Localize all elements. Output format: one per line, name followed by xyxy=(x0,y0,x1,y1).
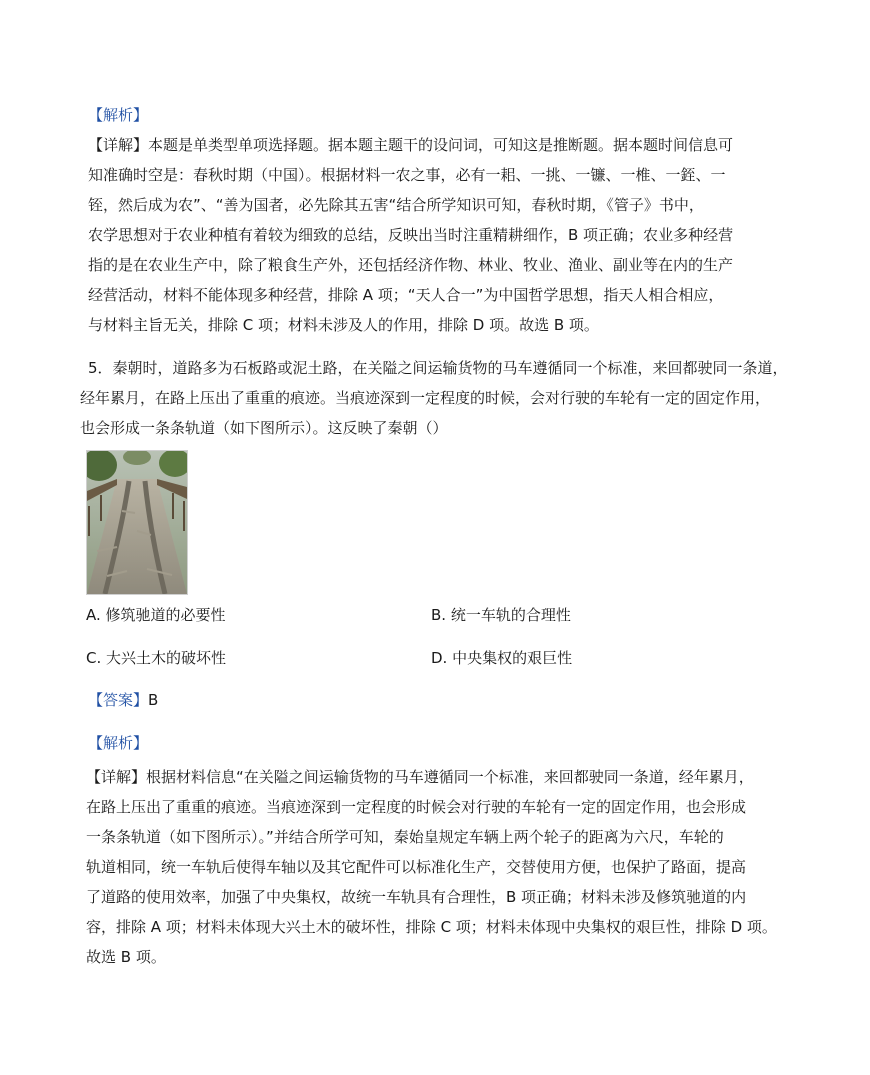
analysis-line: 与材料主旨无关，排除 C 项；材料未涉及人的作用，排除 D 项。故选 B 项。 xyxy=(88,316,599,334)
option-a: A. 修筑驰道的必要性 xyxy=(86,606,226,624)
analysis-heading: 【解析】 xyxy=(88,106,149,124)
analysis-line: 了道路的使用效率，加强了中央集权，故统一车轨具有合理性，B 项正确；材料未涉及修筑驰道的内 xyxy=(86,888,747,906)
answer xyxy=(88,690,158,710)
analysis-line: 故选 B 项。 xyxy=(86,948,166,966)
analysis-line: 【详解】本题是单类型单项选择题。据本题主题干的设问词，可知这是推断题。据本题时间信息可 xyxy=(88,136,734,154)
analysis-heading: 【解析】 xyxy=(88,734,149,752)
question-text: 5．秦朝时，道路多为石板路或泥土路，在关隘之间运输货物的马车遵循同一个标准，来回都驶同一条道， xyxy=(88,359,788,377)
ancient-road-photo xyxy=(86,450,188,595)
analysis-line: 一条条轨道（如下图所示）。”并结合所学可知，秦始皇规定车辆上两个轮子的距离为六尺，车轮的 xyxy=(86,828,724,846)
analysis-line: 经营活动，材料不能体现多种经营，排除 A 项；“天人合一”为中国哲学思想，指天人相合相应， xyxy=(88,286,724,304)
analysis-line: 铚，然后成为农”、“善为国者，必先除其五害“结合所学知识可知，春秋时期，《管子》书中， xyxy=(88,196,704,214)
analysis-line: 农学思想对于农业种植有着较为细致的总结，反映出当时注重精耕细作，B 项正确；农业多种经营 xyxy=(88,226,734,244)
analysis-line: 知准确时空是：春秋时期（中国）。根据材料一农之事，必有一耜、一挑、一镰、一椎、一銍、一 xyxy=(88,166,726,184)
answer-heading: 【答案】 xyxy=(88,691,149,709)
analysis-line: 【详解】根据材料信息“在关隘之间运输货物的马车遵循同一个标准，来回都驶同一条道，经年累月， xyxy=(86,768,754,786)
option-c: C. 大兴土木的破坏性 xyxy=(86,649,227,667)
question-text: 经年累月，在路上压出了重重的痕迹。当痕迹深到一定程度的时候，会对行驶的车轮有一定的固定作用， xyxy=(80,389,771,407)
analysis-line: 指的是在农业生产中，除了粮食生产外，还包括经济作物、林业、牧业、渔业、副业等在内的生产 xyxy=(88,256,734,274)
option-d: D. 中央集权的艰巨性 xyxy=(431,649,573,667)
answer-value: B xyxy=(148,691,159,709)
option-b: B. 统一车轨的合理性 xyxy=(431,606,571,624)
analysis-line: 容，排除 A 项；材料未体现大兴土木的破坏性，排除 C 项；材料未体现中央集权的艰巨性，排除 D 项。 xyxy=(86,918,777,936)
analysis-line: 在路上压出了重重的痕迹。当痕迹深到一定程度的时候会对行驶的车轮有一定的固定作用，也会形成 xyxy=(86,798,747,816)
analysis-line: 轨道相同，统一车轨后使得车轴以及其它配件可以标准化生产，交替使用方便，也保护了路面，提高 xyxy=(86,858,747,876)
question-text: 也会形成一条条轨道（如下图所示）。这反映了秦朝（） xyxy=(80,419,448,437)
